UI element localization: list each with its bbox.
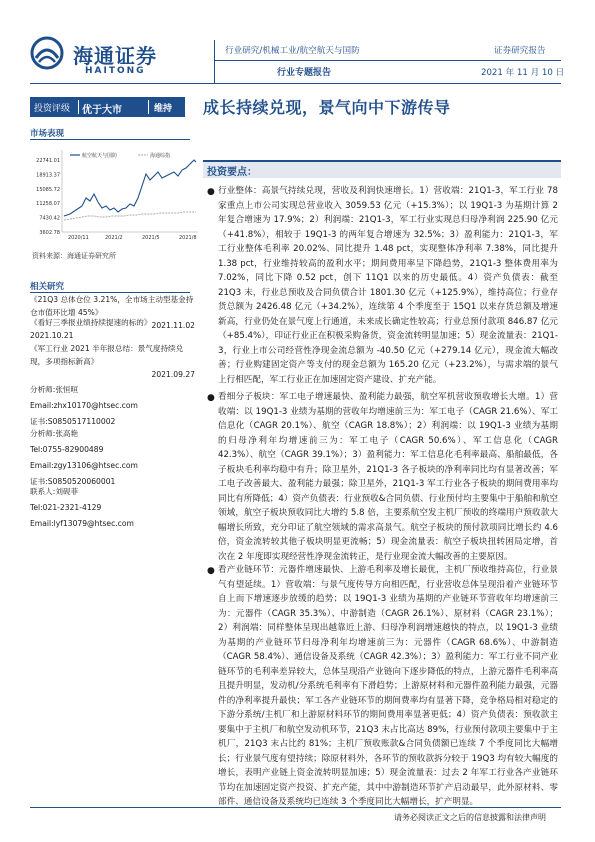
footer-disclaimer: 请务必阅读正文之后的信息披露和法律声明 [394, 813, 546, 822]
related-item-title: 《军工行业 2021 半年报总结：景气度持续兑现，多项指标新高》 [30, 344, 184, 366]
related-item[interactable] [30, 316, 195, 342]
related-item-date: 2021.09.27 [151, 370, 195, 379]
series-index-line [64, 212, 196, 220]
header-divider [214, 40, 215, 83]
related-heading: 相关研究 [30, 282, 65, 292]
x-tick-label: 2021/5 [142, 235, 160, 241]
key-point-subsectors: 看细分子板块：军工电子增速最快、盈利能力最强，航空军机营收预收增长大增。1）营收端：以 19Q1-3 业绩为基期的营收年均增速前三为：军工电子（CAGR 21.6%）、军工信息化（CAGR 20.1%）、航空（CAGR 18.8%）；2）利润端：以 19Q1-3 业绩为基期的归母净利年均增速前三为：军工电子（CAGR 50.6%）、军工信息化（CAGR 42.3%）、航空（CAGR 39.1%）；3）盈利能力：军工信息化毛利率最高、船舶最低，各子板块毛利率均稳中有升；除卫星外，21Q1-3 各子板块的净利率同比均有显著改善；军工电子改善最大、盈利能力最强；除卫星外，21Q1-3 军工行业各子板块的期间费用率均同比有所降低；4）资产负债表：行业预收&合同负债、行业预付均主要集中于船舶和航空领域，航空子板块预收同比大增约 5.8 倍，主要系航空发主机厂预收的终端用户预收款大幅增长所致，充分印证了航空领域的需求高景气。航空子板块的预付款项同比增长约 4.6 倍，资金流转较其他子板块明显更流畅；5）现金流量表：航空子板块扭转困局定增，首次在 2 年度即实现经营性净现金流转正，是行业现金流大幅改善的主要原因。 [218, 392, 558, 562]
y-tick-label: 15085.72 [36, 186, 60, 193]
analyst-block [30, 384, 138, 427]
bullet-icon: ● [207, 566, 215, 576]
page-title: 成长持续兑现，景气向中下游传导 [203, 98, 451, 117]
bullet-icon: ● [207, 393, 215, 403]
rating-keep: 维持 [154, 104, 173, 114]
report-category: 行业研究/机械工业/航空航天与国防 [225, 46, 360, 56]
contact-tel: Tel:021-2321-4129 [30, 503, 102, 512]
contact-name: 联系人:刘砚菲 [30, 487, 79, 496]
rating-label: 投资评级 [34, 104, 71, 114]
x-tick-label: 2020/11 [68, 235, 89, 241]
haitong-logo-icon [30, 36, 64, 70]
y-tick-label: 3602.78 [39, 230, 60, 236]
rating-separator [148, 100, 149, 114]
related-item-date: 2021.10.21 [30, 331, 74, 340]
y-tick-label: 7430.42 [39, 215, 60, 222]
section-rule [30, 139, 190, 140]
y-tick-label: 22741.01 [36, 158, 60, 164]
x-tick-label: 2021/2 [105, 235, 123, 241]
analyst-cert: 证书:S0850520060001 [30, 477, 116, 486]
related-item-date: 2021.11.02 [151, 321, 195, 330]
footer-rule [30, 807, 561, 808]
y-tick-label: 18913.37 [36, 172, 60, 179]
y-tick-label: 11258.07 [36, 201, 60, 208]
x-tick-label: 2021/8 [179, 235, 197, 241]
market-heading: 市场表现 [30, 129, 65, 139]
chart-source: 资料来源：海通证券研究所 [32, 252, 116, 260]
analyst-name: 分析师:张高艳 [30, 429, 79, 438]
logo-en-text: HAITONG [85, 66, 146, 76]
key-point-overall: 行业整体：高景气持续兑现，营收及利润快速增长。1）营收端：21Q1-3，军工行业 78 家重点上市公司实现总营业收入 3059.53 亿元（+15.3%）；以 19Q1-3 为基期计算 2 年复合增速为 17.9%；2）利润端：21Q1-3，军工行业实现总归母净利润 225.90 亿元（+41.8%），相较于 19Q1-3 的两年复合增速为 32.5%；3）盈利能力：21Q1-3，军工行业整体毛利率 20.02%、同比提升 1.48 pct，实现整体净利率 7.38%，同比提升 1.38 pct，行业维持较高的盈利水平；期间费用率呈下降趋势，21Q1-3 整体费用率为 7.02%，同比下降 0.52 pct，创下 11Q1 以来的历史最低。4）资产负债表：截至 21Q3 末，行业总预收及合同负债合计 1801.30 亿元（+125.9%），维持高位；行业存货总额为 2426.48 亿元（+34.2%），连续第 4 个季度至于 15Q1 以来存货总额及增速新高，行业仍处在景气度上行通道，未来成长确定性较高；行业总预付款项 846.87 亿元（+85.4%），印证行业正在积极采购备货，资金流转明显加速；5）现金流量表：21Q1-3，行业上市公司经营性净现金流总额为 -40.50 亿元（+279.14 亿元），现金流大幅改善；行业购建固定资产等支付的现金总额为 165.20 亿元（+23.2%），与需求端的景气上行相匹配，军工行业正在加速固定资产建设、扩充产能。 [218, 186, 558, 385]
analyst-email[interactable]: Email:zhx10170@htsec.com [30, 401, 138, 410]
key-points-rule [203, 160, 561, 162]
header-rule [214, 60, 561, 61]
series-aerospace-line [64, 160, 196, 216]
header-bottom-rule [30, 83, 561, 84]
rating-bar [30, 97, 185, 117]
logo-cn-text: 海通证券 [73, 44, 157, 68]
analyst-cert: 证书:S0850517110002 [30, 417, 116, 426]
analyst-block [30, 428, 138, 487]
report-date: 2021 年 11 月 10 日 [481, 68, 565, 78]
report-label: 证券研究报告 [494, 46, 546, 56]
related-item[interactable] [30, 342, 195, 381]
market-chart [30, 146, 200, 246]
report-type: 行业专题报告 [277, 68, 332, 78]
contact-email[interactable]: Email:lyf13079@htsec.com [30, 519, 134, 528]
analyst-name: 分析师:张恒晅 [30, 385, 79, 394]
analyst-block [30, 486, 134, 529]
analyst-tel: Tel:0755-82900489 [30, 445, 104, 454]
key-points-heading: 投资要点： [207, 167, 257, 178]
rating-value: 优于大市 [82, 105, 122, 116]
related-item-title: 《21Q3 总体仓位 3.21%，全市场主动型基金持仓市值环比增 45%》 [30, 295, 194, 317]
related-item-title: 《看好三季报业绩持续提速的标的》 [30, 318, 152, 327]
legend-b-label: 海通综指 [150, 153, 171, 159]
legend-a-label: 航空航天与国防 [82, 153, 118, 159]
analyst-email[interactable]: Email:zgy13106@htsec.com [30, 461, 138, 470]
key-point-chain: 看产业链环节：元器件增速最快、上游毛利率及增长最优，主机厂预收维持高位，行业景气有望延续。1）营收端：与景气度传导方向相匹配，行业营收总体呈现沿着产业链环节自上而下增速逐步放缓的趋势；以 19Q1-3 业绩为基期的产业链环节营收年均增速前三为：元器件（CAGR 35.3%）、中游制造（CAGR 26.1%）、原材料（CAGR 23.1%）；2）利润端：同样整体呈现出越靠近上游、归母净利润增速越快的特点，以 19Q1-3 业绩为基期的产业链环节归母净利年均增速前三为：元器件（CAGR 68.6%）、中游制造（CAGR 58.4%）、通信设备及系统（CAGR 42.3%）；3）盈利能力：军工行业不同产业链环节的毛利率差异较大，总体呈现沿产业链向下逐步降低的特点，上游元器件毛利率高且提升明显，发动机/分系统毛利率有下滑趋势；上游原材料和元器件盈利能力最强，元器件的净利率提升最快；军工各产业链环节的期间费率均有显著下降，竞争格局相对稳定的下游分系统/主机厂和上游原材料环节的期间费用率显著更低；4）资产负债表：预收款主要集中于主机厂和航空发动机环节，21Q3 末占比高达 89%，行业预付款项主要集中于主机厂，21Q3 末占比约 81%；主机厂预收账款&合同负债额已连续 7 个季度同比大幅增长；行业景气度有望持续；除原材料外，各环节的预收款拆分较于 19Q3 均有较大幅度的增长，表明产业链上资金流转明显加速；5）现金流量表：过去 2 年军工行业各产业链环节均在加速固定资产投资、扩充产能，其中中游制造环节扩产启动最早，此外原材料、零部件、通信设备及系统均已连续 3 个季度同比大幅增长，扩产明显。 [218, 565, 558, 807]
rating-separator [78, 100, 79, 114]
bullet-icon: ● [207, 187, 215, 197]
